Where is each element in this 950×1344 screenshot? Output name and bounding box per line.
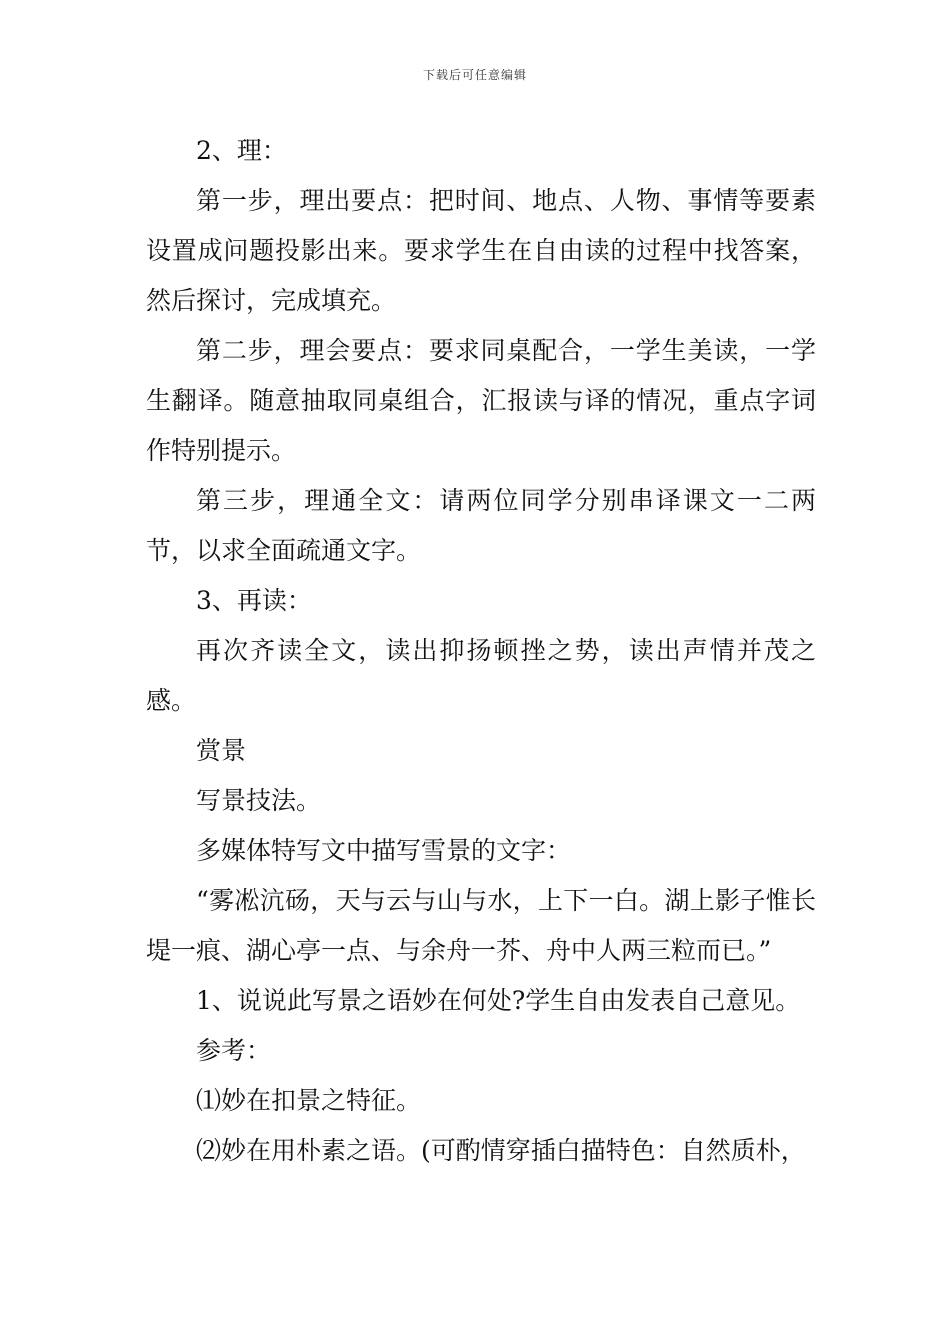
quote-snow-scene: “雾凇沆砀，天与云与山与水，上下一白。湖上影子惟长堤一痕、湖心亭一点、与余舟一芥、舟中人两三粒而已。” <box>146 886 816 965</box>
paragraph-reread: 再次齐读全文，读出抑扬顿挫之势，读出声情并茂之感。 <box>146 636 816 715</box>
reference-item-2: ⑵妙在用朴素之语。(可酌情穿插白描特色：自然质朴， <box>196 1136 806 1165</box>
paragraph-step-two: 第二步，理会要点：要求同桌配合，一学生美读，一学生翻译。随意抽取同桌组合，汇报读与译的情况，重点字词作特别提示。 <box>146 336 816 465</box>
heading-step-2: 2、理： <box>196 136 287 165</box>
page-header: 下载后可任意编辑 <box>422 68 527 82</box>
paragraph-step-three: 第三步，理通全文：请两位同学分别串译课文一二两节，以求全面疏通文字。 <box>146 486 816 565</box>
reference-item-1: ⑴妙在扣景之特征。 <box>196 1086 422 1115</box>
heading-reference: 参考： <box>196 1036 272 1065</box>
question-1: 1、说说此写景之语妙在何处?学生自由发表自己意见。 <box>196 986 801 1015</box>
paragraph-multimedia: 多媒体特写文中描写雪景的文字： <box>196 836 572 865</box>
document-body <box>146 126 816 1176</box>
paragraph-step-one: 第一步，理出要点：把时间、地点、人物、事情等要素设置成问题投影出来。要求学生在自由读的过程中找答案，然后探讨，完成填充。 <box>146 186 816 315</box>
heading-appreciate-scenery: 赏景 <box>196 736 247 765</box>
heading-step-3: 3、再读： <box>196 586 312 615</box>
paragraph-technique: 写景技法。 <box>196 786 322 815</box>
